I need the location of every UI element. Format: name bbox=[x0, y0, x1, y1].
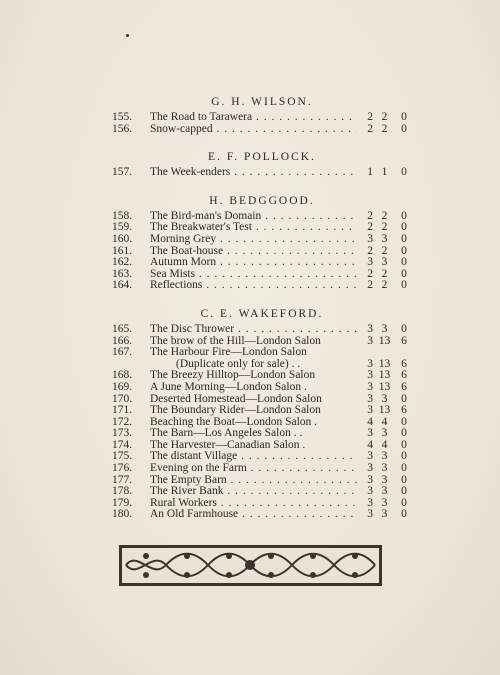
entry-title bbox=[150, 405, 357, 417]
price-pence: 0 bbox=[401, 415, 407, 428]
entry-title-text: The Harvester—Canadian Salon . bbox=[150, 439, 306, 451]
price-pounds bbox=[357, 347, 373, 359]
entry-title bbox=[150, 167, 357, 179]
entry-number: 176. bbox=[112, 462, 133, 475]
price-pounds: 3 bbox=[367, 427, 373, 440]
ink-speck bbox=[126, 34, 129, 37]
price-shillings: 3 bbox=[381, 462, 388, 475]
entry-number: 165. bbox=[112, 322, 133, 335]
price-shillings: 3 bbox=[381, 473, 388, 486]
price-pence: 6 bbox=[401, 357, 407, 370]
entry-title bbox=[150, 211, 357, 223]
price-pence: 0 bbox=[401, 111, 407, 123]
entry-title bbox=[150, 440, 357, 452]
price-pence: 6 bbox=[401, 404, 407, 417]
price-pence: 0 bbox=[401, 166, 407, 179]
price-pounds: 1 bbox=[367, 166, 373, 179]
price-pounds: 3 bbox=[367, 473, 373, 486]
price-shillings: 2 bbox=[381, 279, 388, 292]
price-pence: 0 bbox=[401, 256, 407, 269]
catalogue-entry bbox=[112, 347, 412, 359]
price-pounds: 2 bbox=[367, 244, 373, 257]
entry-number: 157. bbox=[112, 166, 133, 179]
entry-number: 161. bbox=[112, 244, 133, 257]
entry-title-text: The River Bank bbox=[150, 486, 224, 498]
entry-number: 167. bbox=[112, 346, 133, 359]
entry-title bbox=[150, 382, 357, 394]
entry-title bbox=[150, 509, 357, 521]
price-pence: 0 bbox=[401, 462, 407, 475]
catalogue-list bbox=[112, 96, 412, 537]
entry-title bbox=[150, 486, 357, 498]
price-shillings: 2 bbox=[381, 122, 388, 135]
entry-title-text: Beaching the Boat—London Salon . bbox=[150, 416, 318, 428]
artist-heading: C. E. WAKEFORD. bbox=[200, 307, 324, 320]
price-shillings: 13 bbox=[378, 369, 391, 382]
entry-price bbox=[357, 167, 412, 179]
price-shillings: 2 bbox=[381, 111, 388, 123]
price-pence: 0 bbox=[401, 496, 407, 509]
entry-title-text: Snow-capped bbox=[150, 123, 213, 135]
entry-number: 174. bbox=[112, 438, 133, 451]
price-shillings: 3 bbox=[381, 485, 388, 498]
entry-title bbox=[150, 347, 357, 359]
price-pounds: 3 bbox=[367, 485, 373, 498]
entry-title bbox=[150, 257, 357, 269]
catalogue-entry bbox=[112, 234, 412, 246]
entry-number: 162. bbox=[112, 256, 133, 269]
entry-title bbox=[150, 498, 357, 510]
entry-title-text: Deserted Homestead—London Salon bbox=[150, 393, 322, 405]
entry-number: 179. bbox=[112, 496, 133, 509]
entry-price bbox=[357, 324, 412, 336]
price-pounds: 2 bbox=[367, 221, 373, 234]
price-pounds: 2 bbox=[367, 267, 373, 280]
price-pounds: 3 bbox=[367, 357, 373, 370]
price-pounds: 3 bbox=[367, 496, 373, 509]
entry-title-text: A June Morning—London Salon . bbox=[150, 381, 307, 393]
entry-price bbox=[357, 112, 412, 124]
price-pence: 0 bbox=[401, 485, 407, 498]
price-pence: 6 bbox=[401, 369, 407, 382]
entry-title bbox=[150, 359, 357, 371]
price-shillings: 13 bbox=[378, 334, 391, 347]
entry-number: 175. bbox=[112, 450, 133, 463]
entry-number: 170. bbox=[112, 392, 133, 405]
price-pounds: 4 bbox=[367, 438, 373, 451]
price-shillings: 3 bbox=[381, 392, 388, 405]
entry-title bbox=[150, 246, 357, 258]
price-shillings bbox=[377, 347, 393, 359]
entry-title bbox=[150, 234, 357, 246]
entry-price bbox=[357, 280, 412, 292]
entry-title-text: The Road to Tarawera bbox=[150, 112, 253, 123]
entry-title bbox=[150, 112, 357, 124]
price-pounds: 3 bbox=[367, 322, 373, 335]
price-pence: 0 bbox=[401, 267, 407, 280]
entry-number: 171. bbox=[112, 404, 133, 417]
price-pence: 0 bbox=[401, 473, 407, 486]
artist-heading: E. F. POLLOCK. bbox=[208, 151, 316, 164]
entry-title-text: (Duplicate only for sale) . . bbox=[176, 358, 301, 370]
entry-title-text: Rural Workers bbox=[150, 497, 217, 509]
floral-scroll-ornament-icon bbox=[118, 544, 383, 587]
catalogue-entry bbox=[112, 382, 412, 394]
artist-section bbox=[112, 96, 412, 135]
entry-number: 163. bbox=[112, 267, 133, 280]
entry-title-text: The Boundary Rider—London Salon bbox=[150, 405, 321, 417]
price-pence: 0 bbox=[401, 221, 407, 234]
entry-number: 169. bbox=[112, 380, 133, 393]
entry-price bbox=[357, 382, 412, 394]
price-pence: 0 bbox=[401, 450, 407, 463]
entry-title-text: The Harbour Fire—London Salon bbox=[150, 347, 307, 359]
artist-heading: G. H. WILSON. bbox=[211, 96, 313, 108]
price-shillings: 2 bbox=[381, 244, 388, 257]
price-pence: 0 bbox=[401, 279, 407, 292]
price-pence: 0 bbox=[401, 438, 407, 451]
price-pence: 6 bbox=[401, 380, 407, 393]
price-shillings: 13 bbox=[378, 380, 391, 393]
catalogue-entry bbox=[112, 167, 412, 179]
entry-title-text: The Breakwater's Test bbox=[150, 222, 252, 234]
entry-price bbox=[357, 124, 412, 136]
price-shillings: 1 bbox=[381, 166, 388, 179]
entry-number: 172. bbox=[112, 415, 133, 428]
entry-title bbox=[150, 222, 357, 234]
price-shillings: 3 bbox=[381, 496, 388, 509]
entry-title-text: The Bird-man's Domain bbox=[150, 210, 262, 222]
price-shillings: 2 bbox=[381, 209, 388, 222]
entry-number: 158. bbox=[112, 209, 133, 222]
entry-price bbox=[357, 463, 412, 475]
entry-number: 156. bbox=[112, 122, 133, 135]
price-shillings: 3 bbox=[381, 450, 388, 463]
catalogue-entry bbox=[112, 405, 412, 417]
price-pence: 6 bbox=[401, 334, 407, 347]
price-shillings: 3 bbox=[381, 508, 388, 521]
price-shillings: 3 bbox=[381, 427, 388, 440]
price-pence: 0 bbox=[401, 322, 407, 335]
price-shillings: 4 bbox=[381, 415, 388, 428]
price-pence: 0 bbox=[401, 508, 407, 521]
price-pounds: 2 bbox=[367, 209, 373, 222]
artist-section bbox=[112, 195, 412, 292]
price-pounds: 2 bbox=[367, 122, 373, 135]
catalogue-entry bbox=[112, 112, 412, 124]
price-shillings: 3 bbox=[381, 232, 388, 245]
price-pence bbox=[396, 347, 412, 359]
catalogue-entry bbox=[112, 509, 412, 521]
entry-price bbox=[357, 347, 412, 359]
price-shillings: 3 bbox=[381, 256, 388, 269]
entry-title-text: The Empty Barn bbox=[150, 474, 227, 486]
price-pounds: 4 bbox=[367, 415, 373, 428]
price-pence: 0 bbox=[401, 122, 407, 135]
price-pence: 0 bbox=[401, 392, 407, 405]
entry-title bbox=[150, 280, 357, 292]
price-pounds: 2 bbox=[367, 279, 373, 292]
price-shillings: 13 bbox=[378, 357, 391, 370]
entry-title-text: The distant Village bbox=[150, 451, 238, 463]
entry-title-text: The Week-enders bbox=[150, 167, 231, 179]
price-pounds: 3 bbox=[367, 232, 373, 245]
entry-title-text: Sea Mists bbox=[150, 268, 196, 280]
entry-title bbox=[150, 463, 357, 475]
price-shillings: 2 bbox=[381, 221, 388, 234]
artist-heading: H. BEDGGOOD. bbox=[209, 194, 315, 207]
entry-title bbox=[150, 475, 357, 487]
price-pounds: 3 bbox=[367, 369, 373, 382]
entry-price bbox=[357, 336, 412, 348]
price-shillings: 3 bbox=[381, 322, 388, 335]
artist-section bbox=[112, 151, 412, 179]
price-shillings: 2 bbox=[381, 267, 388, 280]
price-pence: 0 bbox=[401, 244, 407, 257]
entry-title bbox=[150, 451, 357, 463]
price-shillings: 4 bbox=[381, 438, 388, 451]
entry-number: 173. bbox=[112, 427, 133, 440]
catalogue-entry bbox=[112, 280, 412, 292]
entry-number: 166. bbox=[112, 334, 133, 347]
entry-price bbox=[357, 257, 412, 269]
price-pounds: 2 bbox=[367, 111, 373, 123]
entry-price bbox=[357, 509, 412, 521]
catalogue-entry bbox=[112, 324, 412, 336]
entry-number: 155. bbox=[112, 111, 133, 123]
price-pence: 0 bbox=[401, 232, 407, 245]
entry-title-text: Autumn Morn bbox=[150, 257, 217, 269]
entry-title-text: The brow of the Hill—London Salon bbox=[150, 335, 321, 347]
price-pounds: 3 bbox=[367, 404, 373, 417]
entry-title-text: An Old Farmhouse bbox=[150, 509, 239, 521]
entry-title bbox=[150, 124, 357, 136]
entry-title-text: Morning Grey bbox=[150, 233, 217, 245]
entry-number: 159. bbox=[112, 221, 133, 234]
entry-number: 168. bbox=[112, 369, 133, 382]
entry-title bbox=[150, 336, 357, 348]
entry-price bbox=[357, 405, 412, 417]
catalogue-entry bbox=[112, 124, 412, 136]
price-pounds: 3 bbox=[367, 392, 373, 405]
entry-title bbox=[150, 324, 357, 336]
price-pounds: 3 bbox=[367, 450, 373, 463]
price-pence: 0 bbox=[401, 427, 407, 440]
price-pounds: 3 bbox=[367, 462, 373, 475]
price-shillings: 13 bbox=[378, 404, 391, 417]
entry-title-text: The Disc Thrower bbox=[150, 323, 235, 335]
entry-title bbox=[150, 417, 357, 429]
entry-number: 177. bbox=[112, 473, 133, 486]
price-pence: 0 bbox=[401, 209, 407, 222]
catalogue-entry bbox=[112, 463, 412, 475]
price-pounds: 3 bbox=[367, 334, 373, 347]
entry-number: 160. bbox=[112, 232, 133, 245]
entry-title bbox=[150, 394, 357, 406]
price-pounds: 3 bbox=[367, 380, 373, 393]
entry-title-text: Reflections bbox=[150, 280, 203, 292]
entry-title-text: The Breezy Hilltop—London Salon bbox=[150, 370, 316, 382]
artist-section bbox=[112, 308, 412, 521]
entry-title bbox=[150, 428, 357, 440]
entry-price bbox=[357, 234, 412, 246]
catalogue-entry bbox=[112, 336, 412, 348]
entry-title-text: The Barn—Los Angeles Salon . . bbox=[150, 428, 303, 440]
entry-number: 180. bbox=[112, 508, 133, 521]
entry-title-text: The Boat-house bbox=[150, 245, 224, 257]
entry-number: 164. bbox=[112, 279, 133, 292]
entry-number: 178. bbox=[112, 485, 133, 498]
entry-title bbox=[150, 269, 357, 281]
catalogue-entry bbox=[112, 257, 412, 269]
price-pounds: 3 bbox=[367, 508, 373, 521]
entry-title-text: Evening on the Farm bbox=[150, 463, 247, 475]
entry-title bbox=[150, 370, 357, 382]
price-pounds: 3 bbox=[367, 256, 373, 269]
